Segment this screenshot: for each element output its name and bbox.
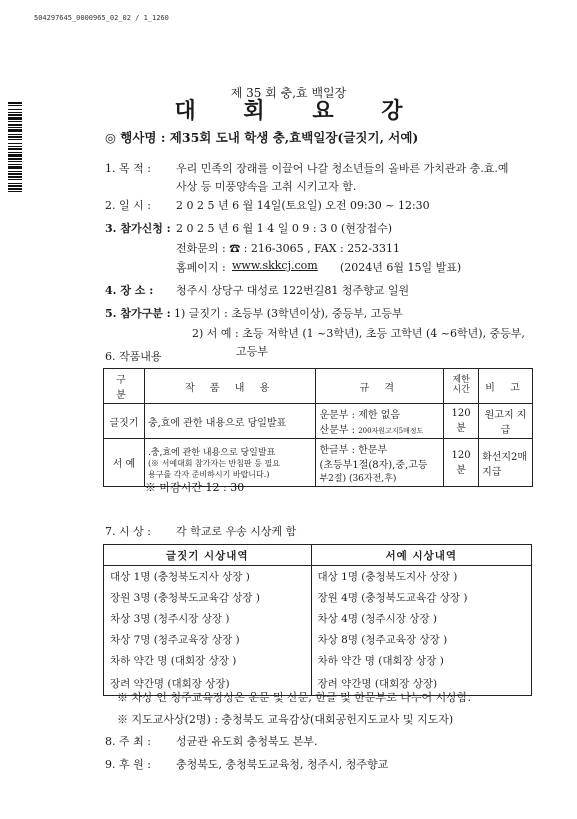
homepage-note: (2024년 6월 15일 발표) bbox=[340, 261, 462, 274]
awards-value: 각 학교로 우송 시상케 함 bbox=[176, 525, 297, 538]
awards-label: 7. 시 상 : bbox=[105, 525, 151, 538]
date-value: 2 0 2 5 년 6 월 14일(토요일) 오전 09:30 ~ 12:30 bbox=[176, 199, 430, 212]
works-row-spec bbox=[316, 439, 444, 487]
works-header-time: 제한 시간 bbox=[444, 369, 479, 404]
date-label: 2. 일 시 : bbox=[105, 199, 151, 212]
division-line1: 1) 글짓기 : 초등부 (3학년이상), 중등부, 고등부 bbox=[174, 307, 403, 320]
works-row-division: 글짓기 bbox=[104, 404, 145, 439]
awards-note-1: ※ 차상 인 청주교육장상은 운문 및 산문, 한글 및 한문부로 나누어 시상함. bbox=[117, 691, 471, 704]
awards-header-calligraphy: 서예 시상내역 bbox=[311, 545, 531, 566]
works-row-note: 원고지 지급 bbox=[479, 404, 533, 439]
award-cell: 장려 약간명 (대회장 상장) bbox=[104, 671, 312, 696]
works-row-content: 충,효에 관한 내용으로 당일발표 bbox=[144, 404, 316, 439]
works-note-line: 지급 bbox=[482, 466, 502, 478]
award-cell: 차하 약간 명 (대회장 상장 ) bbox=[311, 650, 531, 671]
works-spec-line: (초등부1절(8자),중,고등 bbox=[319, 460, 428, 471]
works-content-line: (※ 서예대회 참가자는 반침판 등 필요 bbox=[147, 459, 280, 468]
works-spec-line: 운문부 : 제한 없음 bbox=[319, 410, 400, 421]
award-cell: 차상 7명 (청주교육장 상장 ) bbox=[104, 629, 312, 650]
homepage-label: 홈페이지 : bbox=[176, 261, 226, 274]
works-spec-line bbox=[319, 421, 440, 436]
division-label: 5. 참가구분 : bbox=[105, 307, 171, 320]
works-spec-main: 산문부 : bbox=[319, 425, 359, 436]
place-value: 청주시 상당구 대성로 122번길81 청주향교 일원 bbox=[176, 284, 410, 297]
works-header-spec: 규 격 bbox=[316, 369, 444, 404]
award-cell: 차상 8명 (청주교육장 상장 ) bbox=[311, 629, 531, 650]
purpose-line1: 우리 민족의 장래를 이끌어 나갈 청소년들의 올바른 가치관과 충.효.예 bbox=[176, 162, 509, 175]
division-line3: 고등부 bbox=[236, 345, 268, 358]
works-row-division: 서 예 bbox=[104, 439, 145, 487]
apply-value: 2 0 2 5 년 6 월 1 4 일 0 9 : 3 0 (현장접수) bbox=[176, 222, 393, 235]
works-row-spec bbox=[316, 404, 444, 439]
works-row-time: 120분 bbox=[444, 439, 479, 487]
works-note-line: 화선지2매 bbox=[482, 451, 528, 463]
sponsor-label: 9. 후 원 : bbox=[105, 758, 151, 771]
works-content-line: .충,효에 관한 내용으로 당일발표 bbox=[147, 448, 276, 458]
event-name: ◎ 행사명 : 제35회 도내 학생 충,효백일장(글짓기, 서예) bbox=[105, 130, 419, 145]
division-line2: 2) 서 예 : 초등 저학년 (1 ~3학년), 초등 고학년 (4 ~6학년), 중등부, bbox=[192, 327, 525, 340]
sponsor-value: 충청북도, 충청북도교육청, 청주시, 청주향교 bbox=[176, 758, 389, 771]
works-spec-small: 200자원고지5매정도 bbox=[358, 427, 424, 435]
purpose-label: 1. 목 적 : bbox=[105, 162, 151, 175]
works-title: 6. 작품내용 bbox=[105, 350, 162, 363]
award-cell: 대상 1명 (충청북도지사 상장 ) bbox=[104, 566, 312, 588]
deadline-note: ※ 마감시간 12 : 30 bbox=[145, 481, 245, 494]
works-header-content: 작 품 내 용 bbox=[144, 369, 316, 404]
barcode bbox=[8, 102, 22, 265]
document-subtitle: 제 35 회 충,효 백일장 bbox=[230, 86, 347, 100]
awards-table bbox=[103, 544, 532, 696]
apply-label: 3. 참가신청 : bbox=[105, 222, 171, 235]
works-header-note: 비 고 bbox=[479, 369, 533, 404]
works-spec-line: 한글부 : 한문부 bbox=[319, 445, 388, 456]
award-cell: 차상 4명 (청주시장 상장 ) bbox=[311, 608, 531, 629]
organizer-value: 성균관 유도회 충청북도 본부. bbox=[176, 735, 318, 748]
document-id: 504297645_0000965_02_02 / 1_1260 bbox=[34, 14, 169, 22]
barcode-bar bbox=[8, 192, 22, 195]
awards-header-writing: 글짓기 시상내역 bbox=[104, 545, 312, 566]
award-cell: 차하 약간 명 (대회장 상장 ) bbox=[104, 650, 312, 671]
document-title: 대 회 요 강 bbox=[174, 98, 423, 124]
homepage-link[interactable]: www.skkcj.com bbox=[232, 259, 318, 272]
organizer-label: 8. 주 최 : bbox=[105, 735, 151, 748]
works-table bbox=[103, 368, 533, 487]
works-header-division: 구 분 bbox=[104, 369, 145, 404]
works-spec-line: 부2절) (36자전,후) bbox=[319, 474, 397, 484]
award-cell: 장원 3명 (충청북도교육감 상장 ) bbox=[104, 587, 312, 608]
apply-phone: 전화문의 : ☎ : 216-3065 , FAX : 252-3311 bbox=[176, 242, 400, 255]
award-cell: 장원 4명 (충청북도교육감 상장 ) bbox=[311, 587, 531, 608]
award-cell: 장려 약간명 (대회장 상장) bbox=[311, 671, 531, 696]
works-row-note bbox=[479, 439, 533, 487]
awards-note-2: ※ 지도교사상(2명) : 충청북도 교육감상(대회공헌지도교사 및 지도자) bbox=[117, 713, 454, 726]
award-cell: 대상 1명 (충청북도지사 상장 ) bbox=[311, 566, 531, 588]
works-content-line: 용구를 각자 준비하시기 바랍니다.) bbox=[147, 470, 270, 479]
purpose-line2: 사상 등 미풍양속을 고취 시키고자 함. bbox=[176, 180, 357, 193]
place-label: 4. 장 소 : bbox=[105, 284, 154, 297]
award-cell: 차상 3명 (청주시장 상장 ) bbox=[104, 608, 312, 629]
works-row-time: 120분 bbox=[444, 404, 479, 439]
